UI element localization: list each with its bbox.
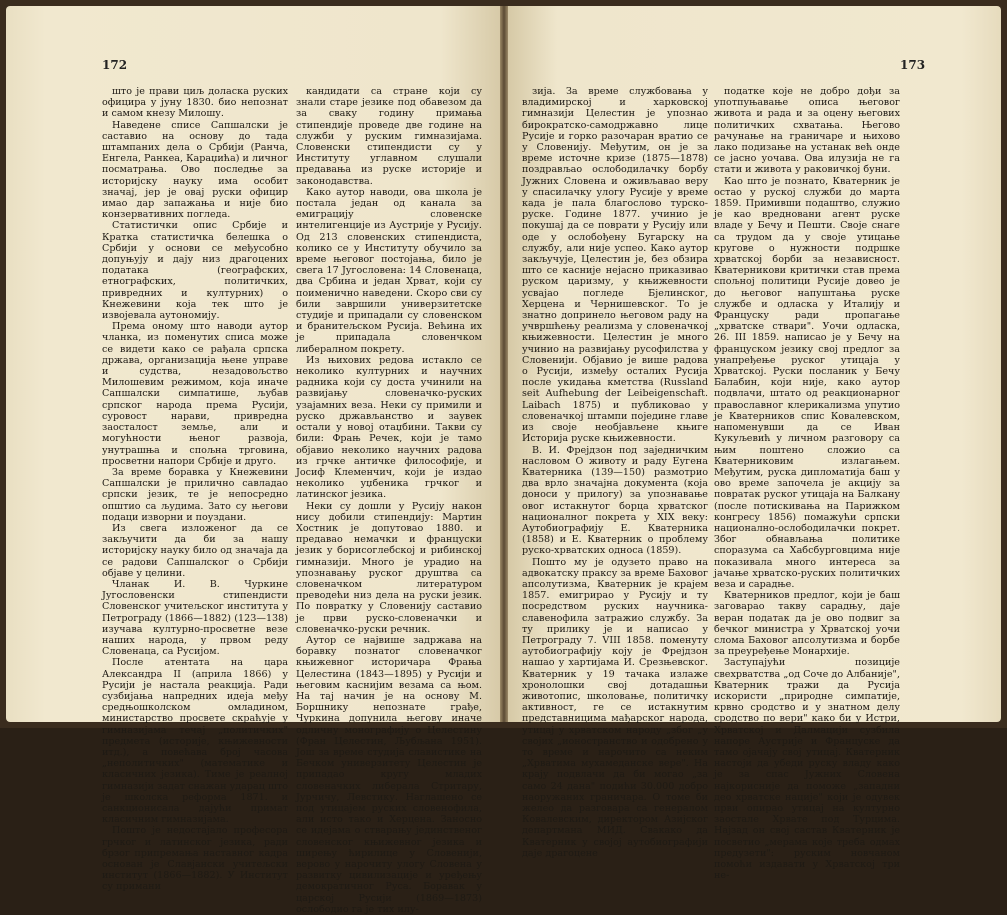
right-page-column-1: [522, 86, 708, 859]
paragraph: Наведене списе Сапшалски је саставио на основу до тада штампаних дела о Србији (Ранча, Енгела, Ранкеа, Караџића) и личног посматрања. Ово последње за историјску науку има особит значај, јер је овај руски официр имао дар запажања и није био конзервативних погледа.: [102, 119, 288, 221]
paragraph: Чланак И. В. Чуркине Југословенски стипендисти Словенског учитељског института у Петрограду (1866—1882) (123—138) изучава културно-просветне везе наших народа, у првом реду Словенаца, са Русијом.: [102, 578, 288, 658]
page-number-left: 172: [102, 58, 128, 72]
paragraph: Као што је познато, Кватерник је остао у руској служби до марта 1859. Примивши подаштво, служио је као вредновани агент руске владе у Бечу и Пешти. Своје снаге са трудом да у своје утицање кругове о нужности подршке хрватској борби за независност. Кватерникови критички став према спољној политици Русије довео је до његовог напуштања руске службе и одласка у Италију и Француску ради пропагање „хрватске ствари". Уочи одласка, 26. III 1859. написао је у Бечу на француском језику свој предлог за унапређење руског утицаја у Хрватској. Руски посланик у Бечу Балабин, који није, како аутор подвлачи, штато од реакционарног православног клерикализма упутио је Кватерников спис Ковалевском, напоменувши да се Иван Кукуљевић у личном разговору са њим поштено сложио са Кватерниковим излагањем. Међутим, руска дипломатија баш у ово време започела је акцију за повратак руског утицаја на Балкану (после потискивања на Парижком конгресу 1856) помажући српски национално-ослободилачки покрет. Због обнављања политике споразума са Хабсбурговцима није показивала много интереса за јачање хрватско-руских политичких веза и сарадње.: [714, 175, 900, 590]
paragraph: Како аутор наводи, ова школа је постала један од канала за емиграцију словенске интелигенције из Аустрије у Русију. Од 213 словенских стипендиста, колико се у Институту обучило за време његовог постојања, било је свега 17 Југословена: 14 Словенаца, два Србина и један Хрват, који су поименично наведени. Скоро сви су били завршили универзитетске студије и припадали су словенском и бранитељском Русија. Већина их је припадала словенчком либералном покрету.: [296, 186, 482, 355]
paragraph: Аутор се највише задржава на боравку познатог словеначког књижевног историчара Фрања Целестина (1843—1895) у Русији и његовим каснијим везама са њом. На тај начин је на основу М. Боршнику непознате грађе, Чуркина допунила његову иначе одличну монографију о Целестину (Фран Целестин, Љубљана 1951). Још за време студија славистике на Бечком универзитету Целестин је припадао кругу младих словеначких либерала Стритару, Јурчичу, Левстику. Наглашено се под утицајем руских словенофила, али исто тако и Херцена. Заносно се идејама о стварању јединственог словенског књижевног језика и ширењу ћирилице у Словенији, верово у нарочиту улогу Словена у развитку цивилизације и уређењу демократичног Руса. Боравак у царској Русији (1869—1873) ослободио га је тих илу-: [296, 634, 482, 915]
paragraph: Статистички опис Србије и Кратка статистичка белешка о Србији у основи се међусобно допуњују и дају низ драгоцених података (географских, етнографских, политичких, привредних и културних) о Кнежевини која тек што је извојевала аутономију.: [102, 220, 288, 322]
left-page: [6, 6, 500, 915]
paragraph: кандидати са стране који су знали старе језике под обавезом да за сваку годину примања стипендије проведе две године на служби у руским гимназијама. Словенски стипендисти су у Институту углавном слушали предавања из руске историје и законодавства.: [296, 86, 482, 187]
paragraph: Неки су дошли у Русију након нису добили стипендију: Мартин Хостник је допутовао 1880. и предавао немачки и француски језик у борисоглебској и рибинској гимназији. Много је урадио на упознавању руског друштва са словеначком литературом преводећи низ дела на руски језик. По повратку у Словенију саставио је први руско-словеначки и словеначко-руски речник.: [296, 500, 482, 635]
page-number-right: 173: [900, 58, 926, 72]
left-page-column-1: [102, 86, 288, 893]
paragraph: податке које не добро дођи за употпуњавање описа његовог живота и рада и за оцену његових политичких схватања. Његово рачунање на граничаре и њихово лако подизање на устанак већ онде се јасно уочава. Ова илузија не га стати и живота у раковичкој буни.: [714, 86, 900, 176]
paragraph: Пошто му је одузето право на адвокатску праксу за време Баховог апсолутизма, Кватерник је крајем 1857. емигрирао у Русију и ту посредством руских научника-славенофила затражио службу. За ту прилику је и написао у Петрограду 7. VIII 1858. поменуту аутобиографију коју је Фрејдзон нашао у хартијама И. Срезњевског. Кватерник у 19 тачака излаже хронолошки свој дотадашњи животопис, школовање, политичку активност, ге се истакнутим представницима мађарског народа, утицај у хрватском народу „због „у својих „ионостранство и одобрено у то време и нарочито са неким „Хрватима мухамеданске вере". На крају подвлачи да би могао „за само 24 дана" подићи 30.000 добро наоружаних граничара. О томе би желео да разговара са генералом Ковалевским, директором Азијског департмана МИД. Свакако да Кватерник у својој аутобиографији даје драгоцене: [522, 556, 708, 859]
paragraph: што је прави циљ доласка руских официра у јуну 1830. био непознат и самом кнезу Милошу.: [102, 86, 288, 120]
paragraph: Према оному што наводи аутор чланка, из поменутих списа може се видети како се рађала српска држава, организација њене управе и судства, незадовољство Милошевим режимом, која иначе Сапшалски симпатише, љубав српског народа према Русији, суровост нарави, привредна заосталост земље, али и могућности њеног развоја, унутрашња и спољна трговина, просветни напори Србије и друго.: [102, 321, 288, 467]
book-gutter: [500, 6, 508, 722]
left-page-column-2: [296, 86, 482, 915]
right-page-column-2: [714, 86, 900, 882]
paragraph: После атентата на цара Александра II (априла 1866) у Русији је настала реакција. Ради сузбијања напредних идеја међу средњошколском омладином, министарство просвете скраћује у гимназијама течај „политичких" предмета (историје, књижевности итд.), а повећава број часова „неполитичких" (математике и класичних језика). Тиме је реалној гимназији задат снажан ударац што је школска реформа 1871. и санкционисала дајући примат класичним гимназијама.: [102, 657, 288, 826]
right-page: [508, 6, 1001, 882]
paragraph: Кватерников предлог, који је баш заговарао такву сарадњу, даје веран податак да је ово подвиг за бечког министра у Хрватској уочи слома Баховог апсолутизма и борбе за преуређење Монархије.: [714, 590, 900, 658]
paragraph: Заступајући позиције свехрватства „од Соче до Албаније", Кватерник тражи да Русија искористи „природне симпатије, крвно сродство и у знатном делу сродство по вери" како би у Истри, Хрватској и Далмацији сузбила напоре Аустрије и Француске да тамо ојачају свој утицај. Кватерник настоји да убеди руску владу како је за спас Јужних Словена најкорисније да поможе „западни део хрватске нације" који је одувек први опирао утицај на културно заостале Хрвате под Турцима. Најзад он свој састав Кватерник је посветио „мерама које треба одмах предузети": руским новчаном помоћи издавати у Хрватској три не-: [714, 657, 900, 882]
paragraph: зија. За време службовања у владимирској и харковској гимназији Целестин је упознао бирократско-самодржавно лице Русије и горко разочаран вратио се у Словенију. Међутим, он је за време источне кризе (1875—1878) поздрављао ослободилачку борбу Јужних Словена и оживљавао веру у спасилачку улогу Русије у време када је пала благослово турско-руске. Године 1877. учинио је покушај да се поврати у Русију или оде у ослобођену Бугарску на службу, али није успео. Како аутор закључује, Целестин је, без обзира што се касније нејасно приказивао руском царизму, у књижевности усвајао погледе Бјелинског, Херцена и Чернишевског. То је знатно допринело његовом раду на учвршћењу реализма у словеначкој књижевности. Целестин је много учинио на развијању русофилства у Словенији. Објавио је више радова о Русији, између осталих Русија после укидања кметства (Russland seit Aufhebung der Leibeigenschaft. Laibach 1875) и публиковао у словеначкој штампи поједине главе из своје необјављене књиге Историја руске књижевности.: [522, 86, 708, 445]
paragraph: За време боравка у Кнежевини Сапшалски је прилично савладао српски језик, те је непосредно општио са људима. Зато су његови подаци изворни и поуздани.: [102, 466, 288, 523]
paragraph: Из њихових редова истакло се неколико културних и научних радника који су доста учинили на развијању словеначко-руских узајамних веза. Неки су примили и руско држављанство и заувек остали у новој отаџбини. Такви су били: Фрањ Речек, који је тамо објавио неколико научних радова из грчке античке философије, и Јосиф Клеменчич, који је издао неколико уџбеника грчког и латинског језика.: [296, 354, 482, 501]
paragraph: Пошто је недостајало професора грчког и латинског језика, ради брзог припремања наставног кадра основан је Славјански учитељски институт (1866—1882). У Институт су примани: [102, 825, 288, 893]
paragraph: В. И. Фрејдзон под заједничким насловом О животу и раду Еугена Кватерника (139—150) размотрио два врло значајна документа (која доноси у прилогу) за упознавање овог истакнутог борца хрватског националног покрета у XIX веку: Аутобиографију Е. Кватерника (1858) и Е. Кватерник о проблему руско-хрватских односа (1859).: [522, 444, 708, 557]
paragraph: Из свега изложеног да се закључити да би за нашу историјску науку било од значаја да се радови Сапшалског о Србији објаве у целини.: [102, 522, 288, 579]
